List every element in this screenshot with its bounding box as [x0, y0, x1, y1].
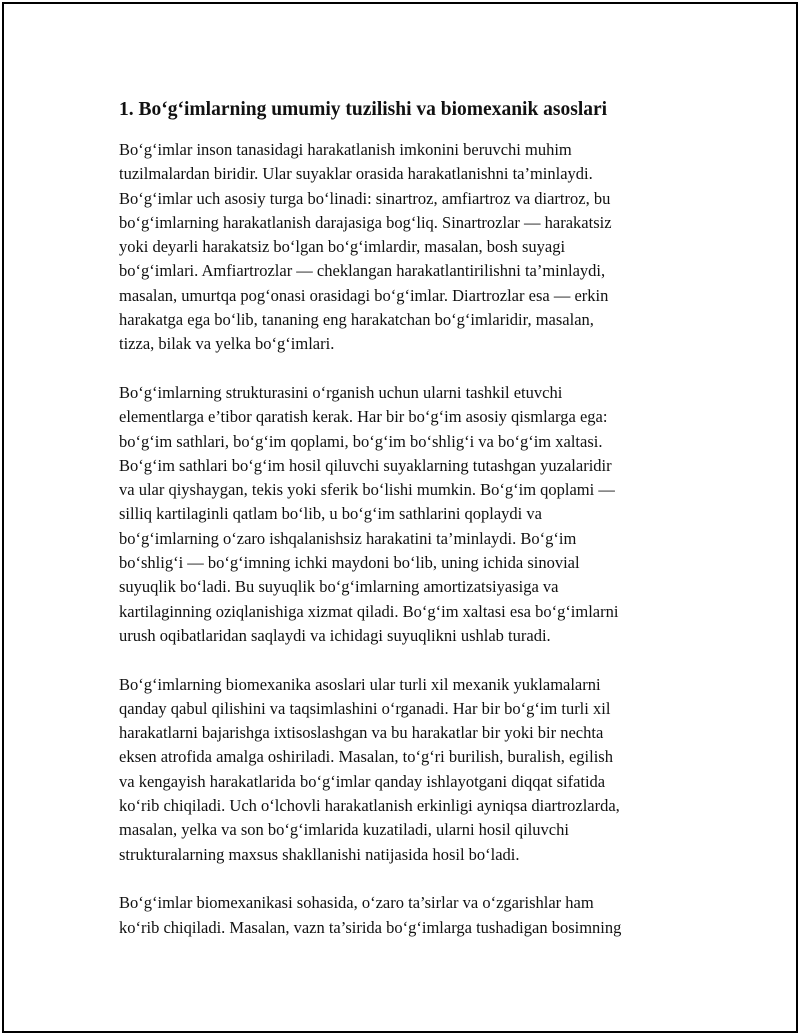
- paragraph-line: qanday qabul qilishini va taqsimlashini o‘rganadi. Har bir bo‘g‘im turli xil: [119, 698, 611, 718]
- paragraph-line: bo‘g‘im sathlari, bo‘g‘im qoplami, bo‘g‘im bo‘shlig‘i va bo‘g‘im xaltasi.: [119, 431, 603, 451]
- paragraph-line: masalan, umurtqa pog‘onasi orasidagi bo‘g‘imlar. Diartrozlar esa — erkin: [119, 285, 609, 305]
- paragraph: [119, 673, 689, 867]
- paragraph-line: va ular qiyshaygan, tekis yoki sferik bo‘lishi mumkin. Bo‘g‘im qoplami —: [119, 480, 615, 500]
- paragraph-line: urush oqibatlaridan saqlaydi va ichidagi suyuqlikni ushlab turadi.: [119, 625, 551, 645]
- paragraph-line: bo‘g‘imlari. Amfiartrozlar — cheklangan harakatlantirilishni ta’minlaydi,: [119, 261, 606, 281]
- paragraph-line: tuzilmalardan biridir. Ular suyaklar orasida harakatlanishni ta’minlaydi.: [119, 164, 593, 184]
- paragraph-line: Bo‘g‘im sathlari bo‘g‘im hosil qiluvchi suyaklarning tutashgan yuzalaridir: [119, 455, 612, 475]
- paragraph-line: eksen atrofida amalga oshiriladi. Masalan, to‘g‘ri burilish, buralish, egilish: [119, 747, 613, 767]
- paragraph-line: bo‘shlig‘i — bo‘g‘imning ichki maydoni bo‘lib, uning ichida sinovial: [119, 553, 580, 573]
- paragraph-line: tizza, bilak va yelka bo‘g‘imlari.: [119, 334, 335, 354]
- paragraph-line: silliq kartilaginli qatlam bo‘lib, u bo‘g‘im sathlarini qoplaydi va: [119, 504, 542, 524]
- paragraph-container: [119, 138, 689, 940]
- paragraph-line: masalan, yelka va son bo‘g‘imlarida kuzatiladi, ularni hosil qiluvchi: [119, 820, 569, 840]
- paragraph-line: ko‘rib chiqiladi. Uch o‘lchovli harakatlanish erkinligi ayniqsa diartrozlarda,: [119, 796, 620, 816]
- paragraph-line: va kengayish harakatlarida bo‘g‘imlar qanday ishlayotgani diqqat sifatida: [119, 771, 606, 791]
- paragraph-line: kartilaginning oziqlanishiga xizmat qiladi. Bo‘g‘im xaltasi esa bo‘g‘imlarni: [119, 601, 619, 621]
- section-heading: 1. Bo‘g‘imlarning umumiy tuzilishi va biomexanik asoslari: [119, 99, 608, 120]
- paragraph-line: Bo‘g‘imlar biomexanikasi sohasida, o‘zaro ta’sirlar va o‘zgarishlar ham: [119, 893, 594, 913]
- paragraph-line: strukturalarning maxsus shakllanishi natijasida hosil bo‘ladi.: [119, 844, 520, 864]
- paragraph-line: suyuqlik bo‘ladi. Bu suyuqlik bo‘g‘imlarning amortizatsiyasiga va: [119, 577, 559, 597]
- paragraph-line: elementlarga e’tibor qaratish kerak. Har bir bo‘g‘im asosiy qismlarga ega:: [119, 407, 608, 427]
- document-content: [119, 96, 689, 964]
- paragraph-line: Bo‘g‘imlarning strukturasini o‘rganish uchun ularni tashkil etuvchi: [119, 382, 563, 402]
- paragraph-line: bo‘g‘imlarning o‘zaro ishqalanishsiz harakatini ta’minlaydi. Bo‘g‘im: [119, 528, 577, 548]
- paragraph-line: ko‘rib chiqiladi. Masalan, vazn ta’sirida bo‘g‘imlarga tushadigan bosimning: [119, 917, 622, 937]
- paragraph: [119, 138, 689, 357]
- paragraph-line: Bo‘g‘imlarning biomexanika asoslari ular turli xil mexanik yuklamalarni: [119, 674, 601, 694]
- paragraph-line: Bo‘g‘imlar uch asosiy turga bo‘linadi: sinartroz, amfiartroz va diartroz, bu: [119, 188, 611, 208]
- paragraph-line: harakatga ega bo‘lib, tananing eng harakatchan bo‘g‘imlaridir, masalan,: [119, 310, 594, 330]
- paragraph-line: bo‘g‘imlarning harakatlanish darajasiga bog‘liq. Sinartrozlar — harakatsiz: [119, 212, 612, 232]
- paragraph: [119, 381, 689, 648]
- paragraph: [119, 891, 689, 940]
- paragraph-line: Bo‘g‘imlar inson tanasidagi harakatlanish imkonini beruvchi muhim: [119, 140, 572, 159]
- document-page: [2, 2, 798, 1033]
- paragraph-line: harakatlarni bajarishga ixtisoslashgan va bu harakatlar bir yoki bir nechta: [119, 723, 604, 743]
- paragraph-line: yoki deyarli harakatsiz bo‘lgan bo‘g‘imlardir, masalan, bosh suyagi: [119, 237, 566, 257]
